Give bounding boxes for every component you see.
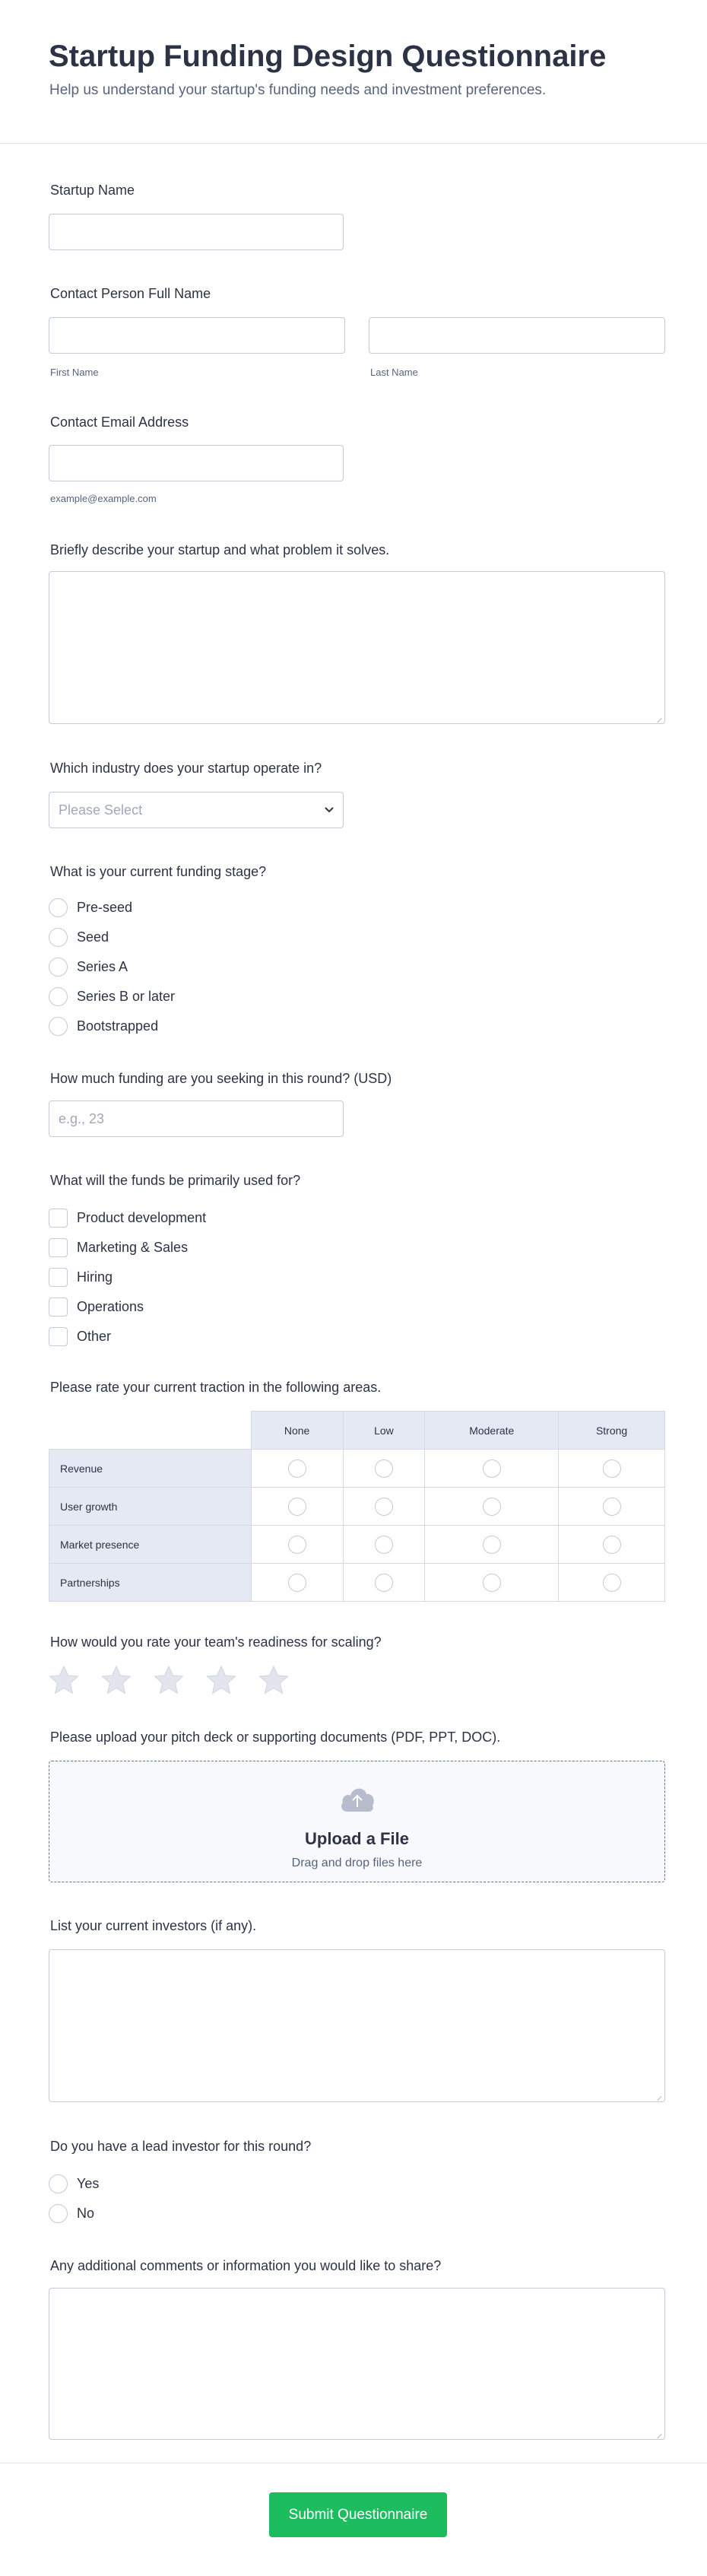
matrix-cell [425, 1526, 559, 1564]
funds-use-option[interactable] [49, 1203, 206, 1233]
page-subtitle: Help us understand your startup's funding needs and investment preferences. [49, 82, 547, 98]
matrix-column-header: Low [343, 1412, 425, 1450]
matrix-row-label: Revenue [49, 1450, 252, 1488]
matrix-cell [251, 1488, 343, 1526]
matrix-cell [559, 1488, 665, 1526]
funds-use-option-label: Operations [77, 1299, 144, 1314]
lead-investor-label: Do you have a lead investor for this round? [50, 2139, 312, 2154]
stage-option[interactable] [49, 1012, 175, 1041]
resize-handle-icon[interactable] [653, 714, 661, 723]
matrix-row [49, 1488, 665, 1526]
lead-investor-option[interactable] [49, 2169, 99, 2199]
funds-use-option-label: Hiring [77, 1269, 113, 1285]
matrix-row [49, 1564, 665, 1602]
resize-handle-icon[interactable] [653, 2430, 661, 2438]
stage-option-label: Bootstrapped [77, 1018, 159, 1034]
matrix-row-label: Market presence [49, 1526, 252, 1564]
matrix-row [49, 1526, 665, 1564]
first-name-input[interactable] [49, 317, 345, 354]
startup-name-input[interactable] [49, 214, 344, 250]
funds-use-label: What will the funds be primarily used for? [50, 1173, 301, 1188]
matrix-cell [251, 1450, 343, 1488]
matrix-radio[interactable] [603, 1460, 621, 1478]
star-icon[interactable] [154, 1666, 184, 1695]
matrix-radio[interactable] [603, 1498, 621, 1516]
amount-placeholder: e.g., 23 [59, 1111, 105, 1126]
stage-option-label: Series A [77, 959, 128, 974]
funds-use-checkbox[interactable] [49, 1327, 68, 1346]
matrix-radio[interactable] [288, 1460, 306, 1478]
last-name-input[interactable] [369, 317, 665, 354]
matrix-cell [343, 1564, 425, 1602]
industry-select[interactable] [49, 792, 344, 828]
lead-investor-radio[interactable] [49, 2174, 68, 2193]
matrix-radio[interactable] [483, 1574, 501, 1592]
funds-use-checkbox[interactable] [49, 1238, 68, 1257]
email-input[interactable] [49, 445, 344, 481]
matrix-cell [425, 1450, 559, 1488]
email-label: Contact Email Address [50, 415, 189, 430]
submit-button[interactable]: Submit Questionnaire [269, 2492, 447, 2537]
matrix-cell [425, 1488, 559, 1526]
matrix-radio[interactable] [483, 1460, 501, 1478]
upload-hint: Drag and drop files here [291, 1857, 423, 1869]
matrix-radio[interactable] [288, 1574, 306, 1592]
upload-label: Please upload your pitch deck or supporting documents (PDF, PPT, DOC). [50, 1730, 501, 1745]
last-name-sublabel: Last Name [370, 367, 418, 378]
stage-option-label: Series B or later [77, 989, 176, 1004]
description-textarea[interactable] [49, 571, 665, 724]
header-divider [0, 143, 707, 144]
stage-option-label: Seed [77, 929, 109, 945]
matrix-radio[interactable] [603, 1574, 621, 1592]
matrix-radio[interactable] [483, 1498, 501, 1516]
matrix-cell [559, 1564, 665, 1602]
matrix-row-label: Partnerships [49, 1564, 252, 1602]
investors-textarea[interactable] [49, 1949, 665, 2102]
matrix-column-header: None [251, 1412, 343, 1450]
stage-radio[interactable] [49, 928, 68, 947]
investors-label: List your current investors (if any). [50, 1918, 257, 1933]
funds-use-option[interactable] [49, 1292, 206, 1322]
stage-label: What is your current funding stage? [50, 864, 267, 879]
funds-use-checkbox[interactable] [49, 1268, 68, 1287]
star-rating [49, 1666, 289, 1695]
file-upload-dropzone[interactable] [49, 1761, 665, 1882]
matrix-radio[interactable] [375, 1536, 393, 1554]
funds-use-checkbox-group [49, 1203, 206, 1352]
star-icon[interactable] [49, 1666, 79, 1695]
matrix-cell [559, 1450, 665, 1488]
page-title: Startup Funding Design Questionnaire [49, 40, 607, 73]
matrix-radio[interactable] [375, 1460, 393, 1478]
stage-option-label: Pre-seed [77, 900, 133, 915]
stage-radio-group [49, 893, 175, 1041]
comments-label: Any additional comments or information you would like to share? [50, 2258, 442, 2273]
stage-radio[interactable] [49, 958, 68, 977]
email-sublabel: example@example.com [50, 493, 157, 504]
matrix-cell [559, 1526, 665, 1564]
star-icon[interactable] [258, 1666, 289, 1695]
lead-investor-option-label: No [77, 2206, 95, 2221]
star-icon[interactable] [101, 1666, 132, 1695]
funds-use-checkbox[interactable] [49, 1298, 68, 1317]
stage-option[interactable] [49, 923, 175, 952]
traction-matrix [49, 1411, 665, 1602]
stage-radio[interactable] [49, 1017, 68, 1036]
chevron-down-icon [325, 806, 334, 814]
stage-radio[interactable] [49, 987, 68, 1006]
funds-use-option-label: Other [77, 1329, 112, 1344]
lead-investor-option[interactable] [49, 2199, 99, 2228]
matrix-cell [251, 1526, 343, 1564]
matrix-column-header: Moderate [425, 1412, 559, 1450]
first-name-sublabel: First Name [50, 367, 99, 378]
traction-label: Please rate your current traction in the following areas. [50, 1380, 382, 1395]
startup-name-label: Startup Name [50, 183, 135, 198]
stage-option[interactable] [49, 952, 175, 982]
funds-use-option-label: Product development [77, 1210, 207, 1225]
amount-input[interactable] [49, 1101, 344, 1137]
lead-investor-option-label: Yes [77, 2176, 100, 2191]
star-icon[interactable] [206, 1666, 236, 1695]
amount-label: How much funding are you seeking in this round? (USD) [50, 1071, 392, 1086]
upload-title: Upload a File [305, 1829, 409, 1848]
matrix-row [49, 1450, 665, 1488]
description-label: Briefly describe your startup and what problem it solves. [50, 542, 390, 557]
matrix-column-header: Strong [559, 1412, 665, 1450]
lead-investor-radio-group [49, 2169, 99, 2228]
matrix-cell [425, 1564, 559, 1602]
readiness-label: How would you rate your team's readiness for scaling? [50, 1634, 382, 1650]
funds-use-option[interactable] [49, 1322, 206, 1352]
lead-investor-radio[interactable] [49, 2204, 68, 2223]
matrix-radio[interactable] [483, 1536, 501, 1554]
stage-option[interactable] [49, 893, 175, 923]
funds-use-checkbox[interactable] [49, 1209, 68, 1228]
matrix-radio[interactable] [375, 1574, 393, 1592]
matrix-corner [49, 1412, 252, 1450]
industry-label: Which industry does your startup operate in? [50, 761, 322, 776]
matrix-row-label: User growth [49, 1488, 252, 1526]
matrix-radio[interactable] [603, 1536, 621, 1554]
comments-textarea[interactable] [49, 2288, 665, 2440]
matrix-cell [343, 1488, 425, 1526]
matrix-radio[interactable] [288, 1536, 306, 1554]
matrix-radio[interactable] [375, 1498, 393, 1516]
matrix-cell [343, 1450, 425, 1488]
matrix-cell [343, 1526, 425, 1564]
matrix-cell [251, 1564, 343, 1602]
contact-name-label: Contact Person Full Name [50, 286, 211, 301]
cloud-upload-icon [338, 1783, 376, 1815]
stage-option[interactable] [49, 982, 175, 1012]
industry-placeholder: Please Select [59, 802, 143, 818]
matrix-radio[interactable] [288, 1498, 306, 1516]
funds-use-option-label: Marketing & Sales [77, 1240, 189, 1255]
funds-use-option[interactable] [49, 1263, 206, 1292]
stage-radio[interactable] [49, 898, 68, 917]
funds-use-option[interactable] [49, 1233, 206, 1263]
resize-handle-icon[interactable] [653, 2092, 661, 2101]
